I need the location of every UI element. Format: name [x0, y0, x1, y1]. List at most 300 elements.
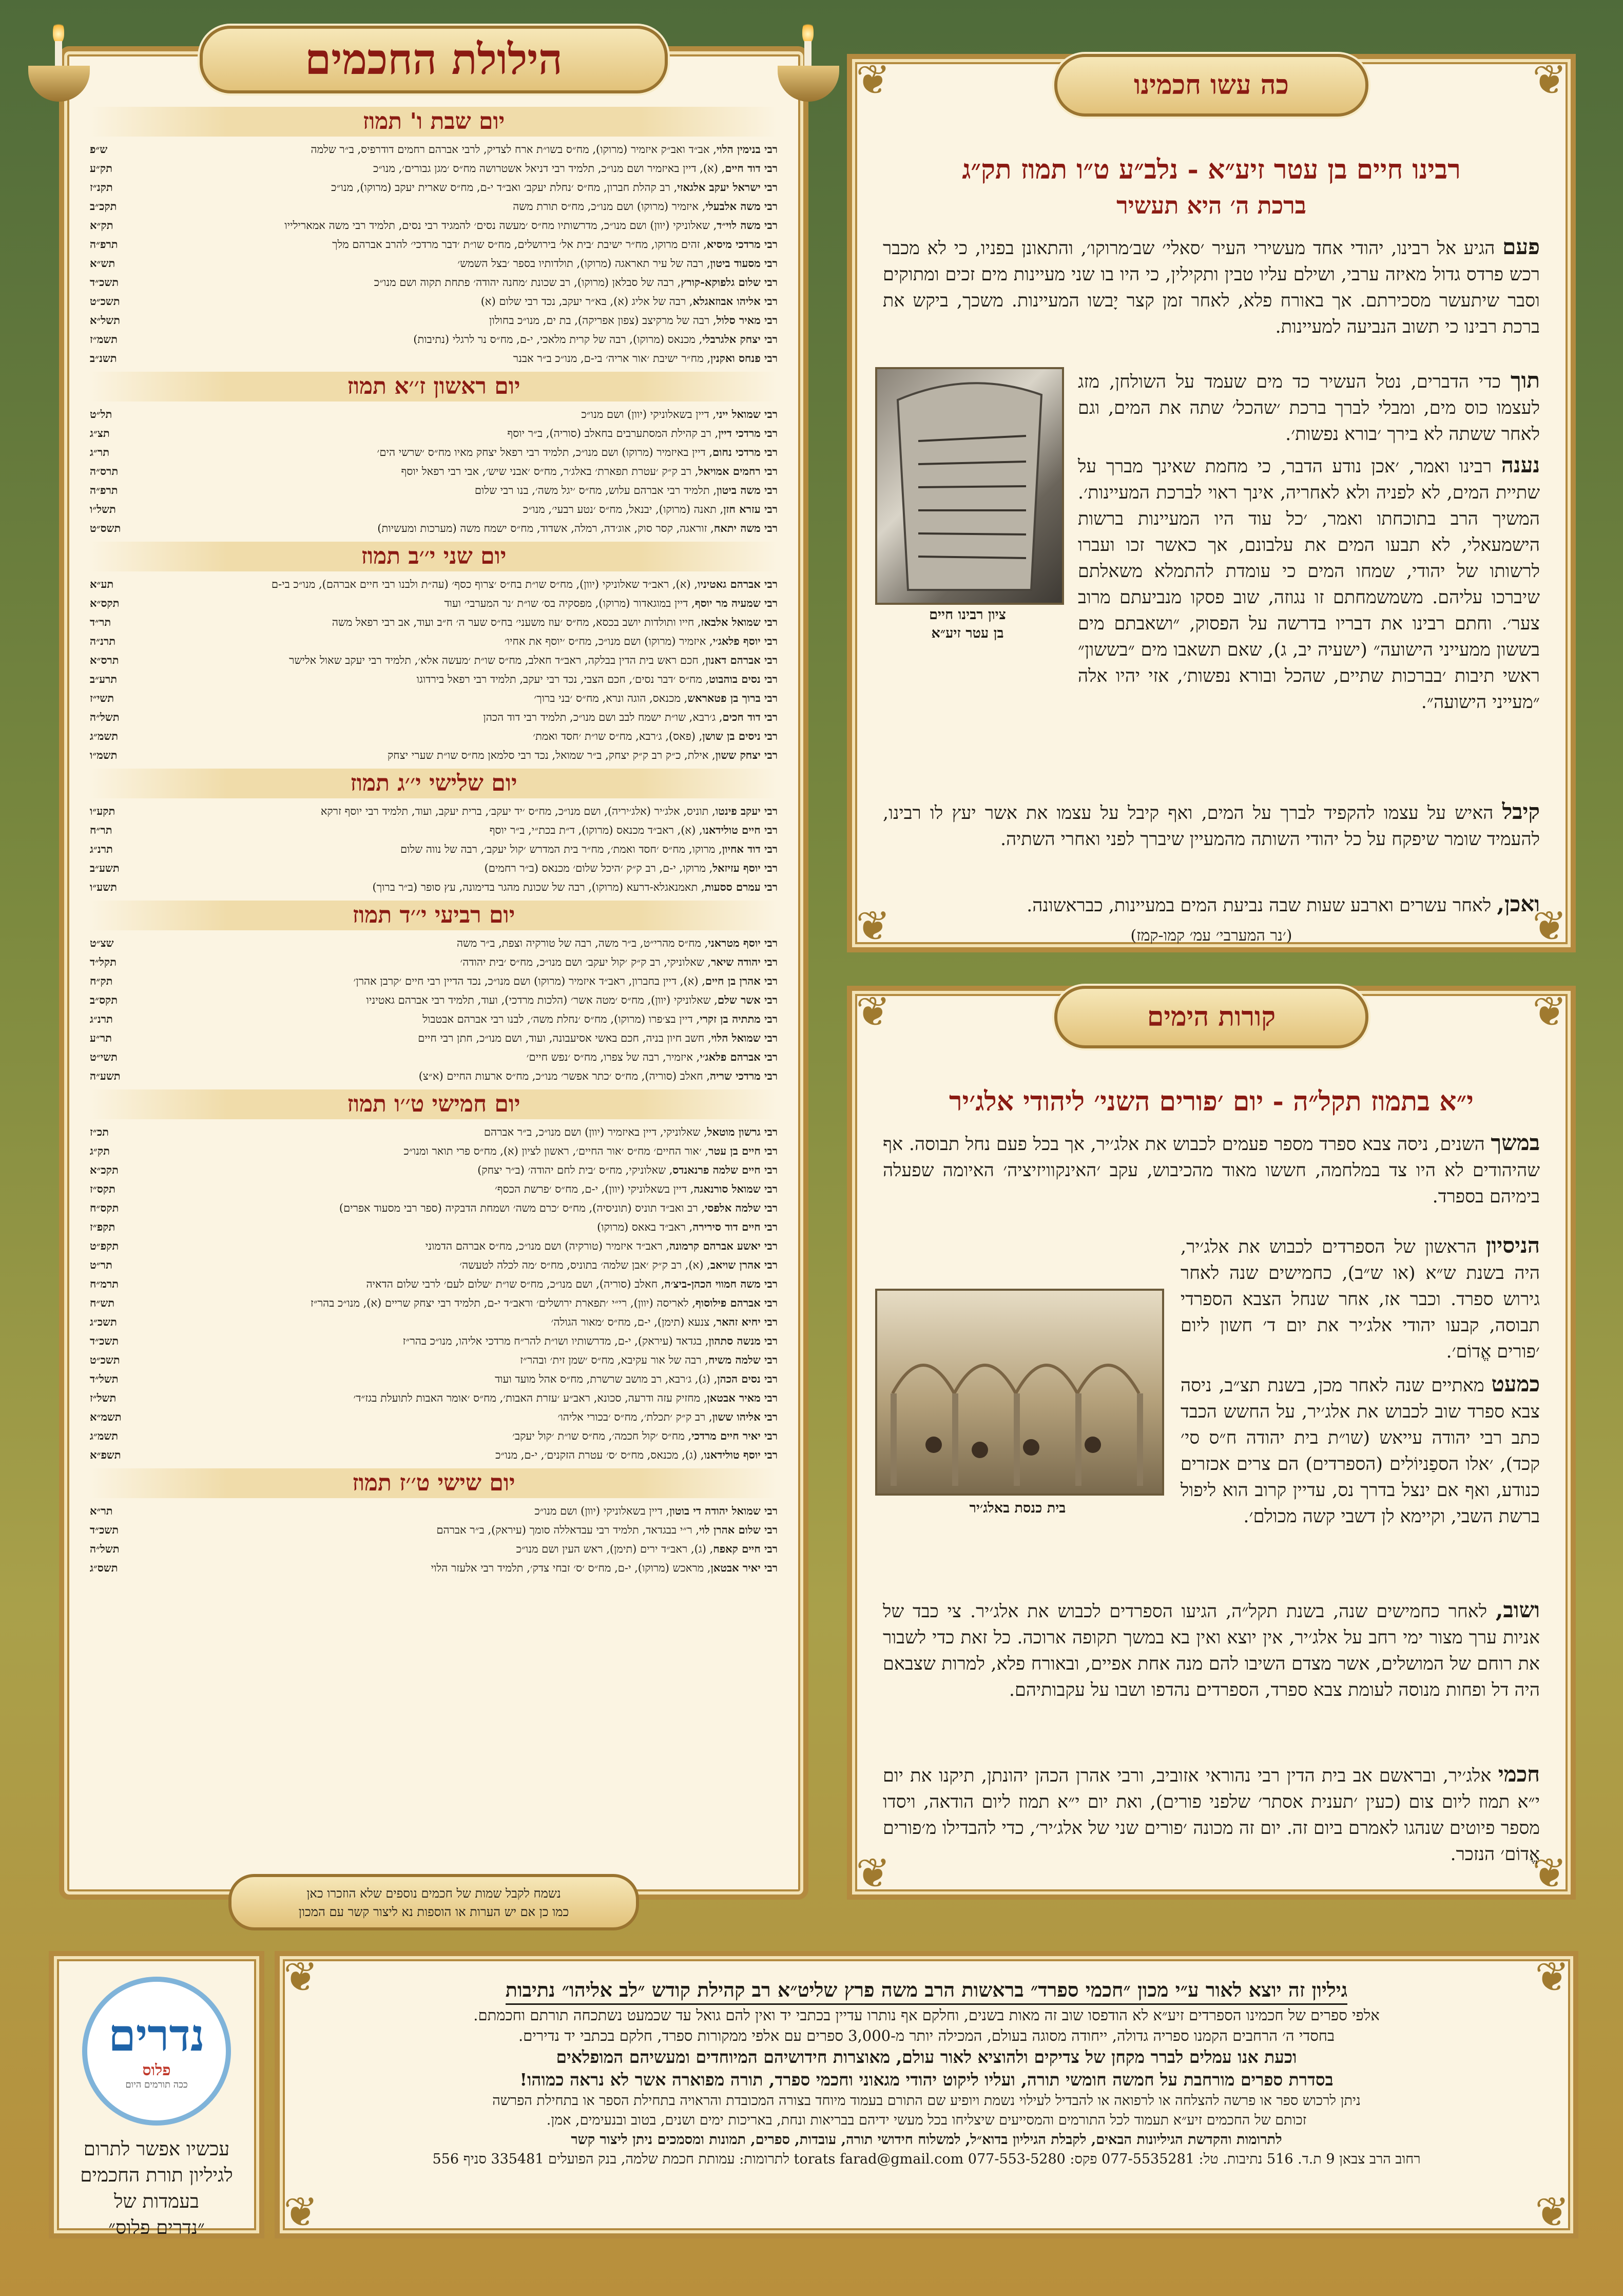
rabbi-details: רב ק״ק ׳עטרת תפארת׳ באלג׳ר, מח״ס ׳אבני שיש׳, אבי רבי רפאל יוסף [401, 465, 692, 477]
day-heading: יום שלישי י׳׳ג תמוז [90, 769, 778, 798]
memorial-row [90, 178, 778, 197]
memorial-year: תשכ״ט [90, 295, 120, 308]
tombstone-photo [875, 367, 1064, 605]
rabbi-name: רבי אברהם גאטיניו [698, 578, 778, 590]
memorial-row [90, 1331, 778, 1350]
rabbi-name: רבי יאשע אברהם קרמונה [669, 1239, 778, 1252]
memorial-row [90, 745, 778, 764]
paragraph-text: כדי הדברים, נטל העשיר כד מים שעמד על השולחן, מזג לעצמו כוס מים, ומבלי לברך ברכת ׳שהכל׳ שתה את המים, וגם לאחר ששתה לא בירך ׳בורא נפשות׳. [1078, 372, 1540, 445]
story-heading: רבינו חיים בן עטר זיע״א - נלב״ע ט״ו תמוז תק״ג [962, 154, 1461, 185]
tombstone-caption: ציון רבינו חיים בן עטר זיע״א [929, 607, 1006, 641]
row-separator: , [703, 1259, 710, 1271]
memorial-year: תשל״ז [90, 1391, 117, 1404]
memorial-year: תשמ״ז [90, 333, 118, 346]
row-separator: , [709, 143, 717, 156]
nedarim-plus-logo[interactable] [82, 1977, 231, 2126]
row-separator: , [699, 200, 706, 213]
memorial-row [90, 1407, 778, 1426]
candle-icon [778, 21, 839, 108]
paragraph-lead: חכמי [1498, 1762, 1540, 1787]
rabbi-name: רבי משה לוי״ד [717, 219, 778, 232]
story-paragraph [883, 798, 1540, 853]
rabbi-details: (פאס), ג׳רבא, מח״ס שו״ת ׳חסד ואמת׳ [533, 730, 695, 742]
paragraph-lead: ושוב, [1495, 1597, 1540, 1622]
memorial-year: תר״ח [90, 824, 112, 836]
paragraph-text: הגיע אל רבינו, יהודי אחד מעשירי העיר ׳סאלי׳ שב׳מרוקו׳, והתאונן בפניו, כי לא מכבר רכש פרדס גדול מאיזה ערבי, ושילם עליו טבין ותקילין, כי היו בו שני מעיינות מים זכים ומתוקים וסבר שיתעשר מסכירתם. אך באורח פלא, לאחר זמן קצר יָבשו המעיינות. משכך, ביקש את ברכת רבינו כי תשוב הנביעה למעיינות. [883, 238, 1540, 337]
rabbi-details: צנעא (תימן), י-ם, מח״ס ׳מאור הגולה׳ [551, 1316, 710, 1328]
ornament-icon: ❦ [283, 2188, 318, 2236]
synagogue-image [877, 1291, 1162, 1494]
memorial-row [90, 1501, 778, 1520]
paragraph-text: האיש על עצמו להקפיד לברך על המים, ואף קיבל על עצמו את אשר יעץ לו רבינו, להעמיד שומר שיפקח על כל יהודי השותה מהמעיין שיברך לפני ואחרי השתיה. [883, 803, 1540, 850]
story-paragraph [883, 891, 1540, 919]
rabbi-name: רבי שלמה משיח [708, 1353, 778, 1366]
memorial-year: תשכ״ג [90, 1315, 117, 1328]
row-separator: , [710, 1373, 718, 1385]
day-heading: יום ראשון ז׳׳א תמוז [90, 372, 778, 401]
memorial-year: תשי״ז [90, 692, 114, 704]
row-separator: , [715, 843, 722, 855]
memorial-year: תשל״ה [90, 1542, 120, 1555]
row-separator: , [695, 824, 703, 836]
memorial-year: תשי״ט [90, 1050, 118, 1063]
row-separator: , [709, 484, 717, 496]
row-separator: , [706, 635, 713, 647]
row-separator: , [690, 578, 698, 590]
rabbi-name: רבי מרדכי דיין [718, 427, 778, 439]
memorial-year: תר״ד [90, 616, 111, 628]
rabbi-details: רבה של אליג (א), בא״ר יעקב, נכד רבי שלום (א) [480, 295, 686, 308]
memorial-year: תשכ״ד [90, 1334, 119, 1347]
rabbi-name: רבי דוד אחיון [722, 843, 778, 855]
memorial-row [90, 349, 778, 368]
memorial-row [90, 254, 778, 273]
row-separator: , [700, 1392, 707, 1404]
rabbi-name: רבי מרדכי נחום [712, 446, 778, 458]
memorial-row [90, 688, 778, 707]
rabbi-details: מח״ס ׳קול חכמה׳, מח״ס שו״ת ׳קול יעקב׳ [512, 1430, 685, 1442]
paragraph-lead: פעם [1502, 234, 1540, 259]
memorial-year: תשל״ו [90, 503, 116, 515]
ornament-icon: ❦ [1532, 902, 1567, 950]
memorial-row [90, 632, 778, 650]
row-separator: , [694, 616, 701, 628]
rabbi-details: (ג), מכנאס, מח״ס ׳ס׳ עטרת הזקנים׳, י-ם, מנו״כ [495, 1449, 698, 1461]
row-separator: , [701, 1354, 708, 1366]
story-paragraph [1078, 452, 1540, 713]
memorial-year: תש״ח [90, 1296, 115, 1309]
rabbi-details: (א), ראב״ד מכנאס (מרוקו), ד״ת בכת״י, ב״ר יוסף [489, 824, 696, 836]
rabbi-name: רבי מסעוד ביטון [710, 257, 778, 270]
rabbi-details: ראב״ד איזמיר (טורקיה) ושם מנו״כ, מח״ס אברהם הדמוני [425, 1240, 663, 1252]
rabbi-details: מרוקו, מח״ס ׳חסד ואמת׳, מח״ר בית המדרש ׳קול יעקב׳, רבה של נווה שלום [400, 843, 716, 855]
publisher-line: בחסדי ה׳ הרחבים הקמנו ספריה גדולה, ייחודה מסוגה בעולם, המכילה יותר מ-3,000 ספרים עם אלפי ממקורות ספרד, חלקם בכתבי יד נדירים. [518, 2027, 1335, 2044]
memorial-row [90, 462, 778, 481]
rabbi-name: רבי מאיר אבטאן [707, 1391, 778, 1404]
paragraph-text: לאחר כחמישים שנה, בשנת תקל״ה, הגיעו הספרדים לכבוש את אלג׳יר. צי כבד של אניות ערך מצור ימי רחב על אלג׳יר, אין יוצא ואין בא במשך תקופה ארוכה. כל זאת כדי לשבור את רוחם של המושלים, אשר מצדם השיבו להם מנה אחת אפיים, ובאורח פלא, למרות שצבאם היה דל ופחות מנוסה לעומת צבא ספרד, הספרדים נהדפו ושבו על עקבותיהם. [883, 1601, 1540, 1700]
rabbi-name: רבי אברהם פלאג׳י [700, 1050, 778, 1063]
rabbi-name: רבי עמרם ססעות [704, 881, 778, 893]
rabbi-name: רבי אשר שלם [717, 993, 778, 1006]
row-separator: , [698, 975, 705, 987]
rabbi-details: שאלוניקי (יוון) ושם מנו״כ, מדרשותיו מח״ס ׳מעשה נסים׳ להמגיד רבי נסים, תלמיד רבי משה אמארילייו [284, 219, 710, 232]
row-separator: , [666, 1164, 673, 1176]
story-paragraph [1078, 367, 1540, 448]
memorial-row [90, 1217, 778, 1236]
memorial-row [90, 1558, 778, 1577]
row-separator: , [705, 862, 713, 874]
memorial-row [90, 1122, 778, 1141]
memorial-year: תר״ע [90, 1031, 112, 1044]
rabbi-details: (א), דיין בחברון, ראב״ד איזמיר (מרוקו) ושם מנו״כ, נכד הדיין רבי חיים ׳קרבן אהרן׳ [353, 975, 699, 987]
rabbi-name: רבי יוסף פלאג׳י [712, 635, 778, 647]
rabbi-name: רבי מרדכי שריה [710, 1069, 778, 1082]
memorial-days-list [90, 103, 778, 1577]
memorial-row [90, 990, 778, 1009]
memorial-row [90, 519, 778, 538]
row-separator: , [684, 1430, 692, 1442]
paragraph-text: אלג׳יר, ובראשם אב בית הדין רבי נהוראי אזוביב, ורבי אהרן הכהן יהונתן, תיקנו את יום י״א תמוז ליום צום (כעין ׳תענית אסתר׳ שלפני פורים), ואת יום י״א תמוז ליום הודאה, ויסדו מספר פיוטים שנהגו לאמרם ביום זה. יום זה מכונה ׳פורים שני של אלג׳יר׳, כדי להבדילו מ׳פורים אֱדוֹם׳ הנזכר. [883, 1766, 1540, 1865]
story-source: (׳נר המערבי׳ עמ׳ קמו-קמז) [1130, 927, 1292, 945]
memorial-row [90, 613, 778, 632]
rabbi-details: רבה של סבלאן (מרוקו), רב שכונת ׳מחנה יהודה׳ פתחת תקוה ושם מנו״כ [374, 276, 674, 289]
row-separator: , [708, 749, 716, 761]
rabbi-name: רבי נסים בוהבוט [709, 673, 778, 685]
story-paragraph [883, 1597, 1540, 1704]
rabbi-details: רב קהילת המסתערבים בחאלב (סוריה), ב״ר יוסף [507, 427, 711, 439]
memorial-year: תרמ״ח [90, 1277, 119, 1290]
memorial-row [90, 273, 778, 292]
memorial-row [90, 330, 778, 349]
rabbi-details: מרוקו, י-ם, רב ק״ק ׳היכל שלום׳ מכנאס (ב״ר רחמים) [484, 862, 706, 874]
memorial-year: תע״א [90, 578, 114, 590]
memorial-row [90, 1198, 778, 1217]
paragraph-lead: הניסיון [1485, 1233, 1540, 1258]
rabbi-name: רבי בנימין הלוי [716, 143, 778, 156]
rabbi-details: תאמנאגלא-דרעא (מרוקו), רבה של שכונת מהגר בדימונה, עץ סופר (ב״ר ברוך) [372, 881, 698, 893]
day-heading: יום חמישי ט׳׳ו תמוז [90, 1089, 778, 1119]
rabbi-name: רבי משה יתאח [713, 522, 778, 534]
rabbi-details: רב קהלת חברון, מח״ס ׳נחלת יעקב׳ ואב״ד י-ם, מח״ס שארית יעקב (מרוקו), מנו״כ [331, 181, 670, 194]
memorial-year: תקכ״א [90, 1163, 119, 1176]
memorial-row [90, 235, 778, 254]
synagogue-photo [875, 1289, 1164, 1496]
row-separator: , [686, 295, 693, 308]
row-separator: , [700, 1126, 707, 1138]
story-panel-algiers [847, 986, 1576, 1900]
rabbi-details: רב ק״ק ׳תכלת׳, מח״ס ׳בכורי אליהו׳ [557, 1411, 706, 1423]
rabbi-name: רבי אהרן בן חיים [705, 974, 778, 987]
publisher-headline: גיליון זה יוצא לאור ע״י מכון ״חכמי ספרד״ בראשות הרב משה פרץ שליט״א רב קהילת קודש ״לב אליהו״ נתיבות [506, 1977, 1347, 2005]
rabbi-details: שאלוניקי, דיין באיזמיר (יוון) ושם מנו״כ, ב״ר אברהם [484, 1126, 701, 1138]
section-banner: כה עשו חכמינו [1054, 54, 1368, 117]
rabbi-name: רבי יהודה שיאר [711, 955, 778, 968]
rabbi-name: רבי יאיר חיים מרדכי [691, 1429, 778, 1442]
memorial-year: תרנ״ג [90, 1012, 113, 1025]
memorial-year: תשמ״ג [90, 1429, 119, 1442]
memorial-year: תק״ג [90, 1144, 110, 1157]
rabbi-name: רבי יוסף טולידאנו [704, 1448, 778, 1461]
rabbi-name: רבי יוסף עזיזאל [712, 862, 778, 874]
rabbi-details: תוניס, אלג׳יר (אלג׳יריה), ושם מנו״כ, מח״ס ׳יד יעקב׳, ברית יעקב, ועוד, תלמיד רבי יוסף זרקא [320, 805, 709, 817]
row-separator: , [709, 1316, 717, 1328]
memorial-year: תשל״ד [90, 1372, 119, 1385]
ornament-icon: ❦ [856, 1849, 891, 1897]
row-separator: , [705, 446, 713, 458]
row-separator: , [706, 1543, 713, 1555]
rabbi-name: רבי חיים דוד סירירה [692, 1220, 778, 1233]
rabbi-details: חכם ראש בית הדין בבלקה, ראב״ד חאלב, מח״ס שו״ת ׳מעשה אלא׳, תלמיד רבי יעקב שאול אלישר [289, 654, 699, 666]
rabbi-name: רבי שמעיה מר יוסף [694, 597, 778, 609]
rabbi-name: רבי יוסף מטראני [708, 936, 778, 949]
memorial-row [90, 1312, 778, 1331]
rabbi-name: רבי מאיר סלול [716, 314, 778, 327]
memorial-row [90, 1520, 778, 1539]
row-separator: , [691, 465, 699, 477]
rabbi-name: רבי שלום אהרן לוי [699, 1523, 778, 1536]
memorial-row [90, 650, 778, 669]
memorial-row [90, 1179, 778, 1198]
memorial-row [90, 594, 778, 613]
memorial-year: תק״ח [90, 974, 113, 987]
ornament-icon: ❦ [856, 902, 891, 950]
memorial-year: תק״ע [90, 162, 112, 175]
row-separator: , [711, 427, 719, 439]
row-separator: , [687, 1183, 694, 1195]
rabbi-name: רבי חיים טולידאנו [702, 824, 778, 836]
memorial-row [90, 1066, 778, 1085]
memorial-year: תש״א [90, 257, 115, 270]
rabbi-details: חאלב (סוריה), ושם מנו״כ, מח״ס שו״ת ׳שלום לעם׳ לרבי שלום הדאיה [366, 1278, 658, 1290]
rabbi-details: איזמיר, רבה של צפרו, מח״ס ׳נפש חיים׳ [526, 1051, 693, 1063]
paragraph-lead: קיבל [1502, 799, 1540, 824]
memorial-year: תקפ״ז [90, 1220, 115, 1233]
memorial-row [90, 1028, 778, 1047]
memorial-row [90, 424, 778, 443]
rabbi-details: שאלוניקי, מח״ס ׳בית לחם יהודה׳ (ב״ר יצחק) [477, 1164, 666, 1176]
rabbi-details: (ג), ראב״ד ירים (תימן), ראש העין ושם מנו״כ [516, 1543, 706, 1555]
memorial-year: תשס״ט [90, 522, 121, 534]
rabbi-details: מכנאס, הוגה ונרא, מח״ס ׳בני ברוך׳ [534, 692, 681, 704]
story-paragraph [1181, 1371, 1540, 1530]
publisher-line: בסדרת ספרים מורחבת על חמשה חומשי תורה, ועליו ליקוט יהודי מגאוני וחכמי ספרד, תורה מפוארה אשר לא נראה כמוהו! [519, 2070, 1334, 2090]
memorial-year: תשכ״ד [90, 1523, 119, 1536]
rabbi-name: רבי שמואל הלוי [711, 1031, 778, 1044]
rabbi-name: רבי נסים הכהן [717, 1372, 778, 1385]
row-separator: , [709, 219, 717, 232]
row-separator: , [704, 1032, 711, 1044]
rabbi-details: רבה של עיר תאראגה (מרוקו), תולדותיו בספר ׳בצל השמש׳ [457, 257, 704, 270]
memorial-year: תרס״א [90, 654, 119, 666]
rabbi-details: ראב״ד באאס (מרוקו) [597, 1221, 686, 1233]
memorial-row [90, 952, 778, 971]
memorial-row [90, 216, 778, 235]
row-separator: , [709, 408, 717, 420]
rabbi-details: ג׳רבא, שו״ת ישמח לבב ושם מנו״כ, תלמיד רבי דוד הכהן [483, 711, 716, 723]
memorial-row [90, 933, 778, 952]
memorial-row [90, 1274, 778, 1293]
rabbi-details: מחזיק עזה ודרעה, סכונא, ראב״ע ׳עזרת האבות׳, מח״ס ׳אומר האבות לתועלת בגז״ד׳ [353, 1392, 701, 1404]
memorial-year: תשס״ג [90, 1561, 118, 1574]
rabbi-details: (א), דיין באיזמיר ושם מנו״כ, תלמיד רבי דניאל אשטרושה מח״ס ׳מגן גבורים׳, מנו״כ [373, 162, 718, 175]
memorial-row [90, 726, 778, 745]
row-separator: , [674, 276, 681, 289]
candle-icon [28, 21, 90, 108]
rabbi-details: תאנה (מרוקו), יבנאל, מח״ס ׳נטע רבעי׳, מנו״כ [523, 503, 717, 515]
memorial-row [90, 839, 778, 858]
rabbi-details: אב״ד ואב״ק איזמיר (מרוקו), מח״ס בשו״ת ארח לצדיק, לרבי אברהם רחמים דודרפיס, ב״ר שלמה [311, 143, 710, 156]
memorial-year: תרס״ה [90, 465, 119, 477]
row-separator: , [695, 333, 703, 346]
row-separator: , [708, 805, 716, 817]
publisher-text [321, 1977, 1532, 2169]
ornament-icon: ❦ [856, 56, 891, 104]
day-heading: יום שישי ט׳׳ז תמוז [90, 1468, 778, 1498]
memorial-year: תקס״א [90, 597, 120, 609]
memorial-year: תקל״ד [90, 955, 117, 968]
memorial-year: תשע״ו [90, 881, 117, 893]
memorial-year: תר״א [90, 1504, 113, 1517]
row-separator: , [701, 937, 708, 949]
story-subtitle-wrap [883, 192, 1540, 219]
rabbi-name: רבי מנשה סתהון [708, 1334, 778, 1347]
rabbi-details: זוראגה, קסר סוק, אוג׳דה, רמלה, אשדוד, מח״ס ישמח משה (מערכות ומעשיות) [377, 522, 707, 534]
rabbi-name: רבי משה אלבעלי [705, 200, 778, 213]
memorial-row [90, 159, 778, 178]
memorial-year: תרנ״ה [90, 635, 116, 647]
story-paragraph [883, 1130, 1540, 1210]
rabbi-details: דיין בשאלוניקי (יוון) ושם מנו״כ [534, 1505, 663, 1517]
story-paragraph [1078, 572, 1540, 778]
memorial-row [90, 707, 778, 726]
footer-note-text: נשמח לקבל שמות של חכמים נוספים שלא הוזכרו כאן כמו כן אם יש הערות או הוספות נא ליצור קשר עם המכון [298, 1886, 569, 1919]
rabbi-name: רבי אהרן שויאב [710, 1258, 778, 1271]
row-separator: , [670, 181, 678, 194]
day-heading: יום שני י׳׳ב תמוז [90, 542, 778, 571]
memorial-scroll [59, 35, 808, 1919]
rabbi-details: מח״ר ישיבת ׳אור אריה׳ בי-ם, מנו״כ ב״ר אבנר [513, 352, 704, 365]
rabbi-name: רבי פנחס ואקנין [710, 352, 778, 365]
row-separator: , [704, 1562, 711, 1574]
rabbi-name: רבי שלום גלפוקא-קורץ [681, 276, 778, 289]
row-separator: , [716, 711, 723, 723]
rabbi-name: רבי יצחק אלגרבלי [702, 333, 778, 346]
story-paragraph [883, 1761, 1540, 1868]
story-panel-rabbi-chaim [847, 54, 1576, 952]
memorial-year: תרע״ב [90, 673, 118, 685]
donate-box [49, 1951, 264, 2238]
memorial-year: תקס״ז [90, 1182, 115, 1195]
rabbi-name: רבי מרדכי מיסיא [706, 238, 778, 251]
memorial-year: תשנ״ב [90, 352, 117, 365]
rabbi-name: רבי משה חמווי הכהן-ביצ׳ה [664, 1277, 778, 1290]
story-paragraph [1181, 1232, 1540, 1365]
logo-tagline: ככה תורמים היום [125, 2079, 188, 2090]
memorial-year: תכ״ז [90, 1125, 109, 1138]
row-separator: , [718, 162, 725, 175]
rabbi-details: רבה של מרקיצב (צפון אפריקה), בת ים, מנו״כ בחולון [489, 314, 710, 327]
memorial-year: תשל״א [90, 314, 120, 327]
row-separator: , [698, 654, 706, 666]
rabbi-name: רבי אברהם פילוסוף [695, 1296, 778, 1309]
paragraph-lead: במשך [1491, 1130, 1540, 1155]
memorial-row [90, 858, 778, 877]
row-separator: , [702, 673, 709, 685]
memorial-row [90, 1350, 778, 1369]
memorial-row [90, 140, 778, 159]
row-separator: , [703, 257, 710, 270]
memorial-row [90, 801, 778, 820]
row-separator: , [695, 730, 703, 742]
rabbi-details: דיין בשאלוניקי (יוון) ושם מנו״כ [581, 408, 709, 420]
rabbi-name: רבי חיים שלמה פרנאנדס [672, 1163, 778, 1176]
ornament-icon: ❦ [1535, 2188, 1570, 2236]
memorial-row [90, 1141, 778, 1160]
row-separator: , [662, 1505, 670, 1517]
rabbi-details: מכנאס (מרוקו), רבה של קרית מלאכי, י-ם, מח״ס נר לרגלי (נתיבות) [413, 333, 695, 346]
ornament-icon: ❦ [1532, 988, 1567, 1036]
row-separator: , [662, 1240, 669, 1252]
memorial-year: תשמ״ו [90, 749, 118, 761]
row-separator: , [703, 1070, 710, 1082]
rabbi-details: איזמיר (מרוקו) ושם מנו״כ, מח״ס תורת משה [513, 200, 699, 213]
memorial-row [90, 971, 778, 990]
rabbi-name: רבי אברהם דאנון [705, 654, 778, 666]
rabbi-name: רבי יאיר אבטאן [710, 1561, 778, 1574]
tombstone-image [877, 369, 1062, 603]
row-separator: , [658, 1278, 665, 1290]
section-banner: קורות הימים [1054, 986, 1368, 1048]
rabbi-details: זהים מרוקו, מח״ר ישיבת ׳בית אל׳ בירושלים, מח״ס שו״ת ׳דבר מרדכי׳ להרב אברהם מלך [332, 238, 700, 251]
memorial-row [90, 1445, 778, 1464]
memorial-row [90, 1009, 778, 1028]
memorial-row [90, 1255, 778, 1274]
publisher-contact[interactable]: רחוב הרב צבאן 9 ת.ד. 516 נתיבות. טל: 077-5535281 פקס: 077-553-5280 torats farad@gmail.com לתרומות: עמותת חכמת שלמה, בנק הפועלים 335481 סניף 556 [432, 2151, 1421, 2167]
story-title [883, 154, 1540, 185]
memorial-row [90, 405, 778, 424]
row-separator: , [688, 1297, 695, 1309]
publisher-box [275, 1951, 1578, 2238]
ornament-icon: ❦ [1532, 1849, 1567, 1897]
memorial-year: תשע״ב [90, 862, 120, 874]
rabbi-details: ר״י בבגדאד, תלמיד רבי עבדאללה סומך (עיראק), ב״ר אברהם [436, 1524, 692, 1536]
paragraph-text: מאתיים שנה לאחר מכן, בשנת תצ״ב, ניסה צבא ספרד שוב לכבוש את אלג׳יר, על החשש הכבד כתב רבי יהודה עייאש (שו״ת בית יהודה ח״ס סי׳ קכד), ׳אלו הספַניוֹלים (הספרדים) הם צרים אכזרים כנודע, ואף אם ינצל בדרך נס, עדיין קרוב הוא ליפול ברשת השבי, וקיימא לן דשבי קשה מכולם׳. [1181, 1375, 1540, 1527]
memorial-row [90, 820, 778, 839]
rabbi-name: רבי שמואל ייני [716, 408, 778, 420]
ornament-icon: ❦ [1535, 1953, 1570, 2001]
memorial-row [90, 1539, 778, 1558]
logo-text: נדרים [108, 2010, 205, 2061]
memorial-row [90, 1047, 778, 1066]
row-separator: , [705, 1411, 712, 1423]
memorial-year: תשפ״א [90, 1448, 121, 1461]
rabbi-details: שאלוניקי (יוון), מח״ס ׳מטה אשר׳ (הלכות מרדכי), ועוד, תלמיד רבי אברהם גאטיניו [366, 994, 711, 1006]
rabbi-name: רבי אליהו ששון [712, 1410, 778, 1423]
paragraph-lead: תוך [1511, 368, 1540, 393]
memorial-year: תקס״ב [90, 993, 118, 1006]
rabbi-details: רב ואב״ד תוניס (תוניסיה), מח״ס ׳כרם משה׳ ושמחת הדבקיה (ספר רבי מסעוד אפרים) [339, 1202, 698, 1214]
memorial-year: תקנ״ז [90, 181, 113, 194]
rabbi-details: בגדאד (עיראק), י-ם, מדרשותיו ושו״ת להר״ח מרדכי אליהו, מנו״כ בהר״ז [402, 1335, 702, 1347]
story-heading: י״א בתמוז תקל״ה - יום ׳פורים השני׳ ליהודי אלג׳יר [949, 1086, 1474, 1117]
memorial-year: תרפ״ה [90, 238, 118, 251]
rabbi-details: דיין בצ׳פרו (מרוקו), מח״ס ׳נחלת משה׳, לבנו רבי אברהם אבטבול [422, 1013, 693, 1025]
row-separator: , [698, 881, 705, 893]
row-separator: , [697, 1449, 704, 1461]
memorial-row [90, 292, 778, 311]
ornament-icon: ❦ [283, 1953, 318, 2001]
paragraph-text: השנים, ניסה צבא ספרד מספר פעמים לכבוש את אלג׳יר, אך בכל פעם נחל תבוסה. אף שהיהודים לא היו צד במלחמה, חששו מאוד מהכיבוש, עקב ׳האינקוויזיציה׳ האיומה שפעלה בימיהם בספרד. [883, 1134, 1540, 1207]
